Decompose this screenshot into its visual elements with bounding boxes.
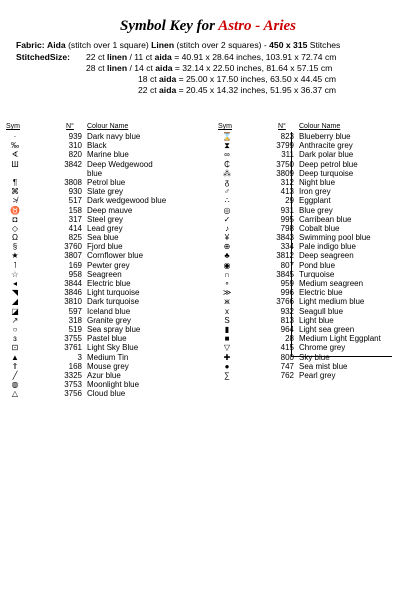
symbol-glyph: ≯	[12, 196, 18, 206]
dmc-number: 3808	[64, 177, 82, 187]
symbol-glyph: x	[225, 306, 229, 316]
dmc-number: 964	[280, 324, 294, 334]
colour-name: Sea spray blue	[87, 324, 141, 334]
symbol-glyph: ∴	[224, 196, 230, 206]
dmc-number: 3810	[64, 297, 82, 307]
header-sym: Sym	[218, 123, 232, 130]
size-b2: aida	[155, 63, 173, 73]
dmc-number: 517	[68, 196, 82, 206]
dmc-number: 3799	[276, 141, 294, 151]
dmc-number: 318	[68, 315, 82, 325]
dmc-number: 3843	[276, 233, 294, 243]
symbol-glyph: ₵	[224, 159, 230, 169]
legend-row	[4, 141, 194, 150]
size-mid: / 11 ct	[127, 52, 155, 62]
legend-row	[4, 297, 194, 306]
dmc-number: 415	[280, 343, 294, 353]
legend-row	[206, 343, 396, 352]
fabric-aida-note: (stitch over 1 square)	[68, 40, 149, 50]
legend-row	[4, 343, 194, 352]
symbol-glyph: ◂	[12, 279, 17, 289]
colour-name: Cloud blue	[87, 389, 126, 399]
colour-name: Pastel blue	[87, 334, 127, 344]
colour-name: Sea mist blue	[299, 361, 348, 371]
legend-row	[4, 178, 194, 187]
colour-name: Dark polar blue	[299, 150, 354, 160]
dmc-number: 3845	[276, 269, 294, 279]
fabric-linen-note: (stitch over 2 squares) -	[176, 40, 267, 50]
colour-name: Deep turquoise	[299, 168, 354, 178]
dmc-number: 519	[68, 324, 82, 334]
symbol-glyph: ⊡	[11, 343, 19, 353]
size-pre: 22 ct	[86, 52, 108, 62]
size-post: = 20.45 x 14.32 inches, 51.95 x 36.37 cm	[176, 85, 337, 95]
legend-row	[4, 233, 194, 242]
dmc-number: 3812	[276, 251, 294, 261]
legend-row	[206, 187, 396, 196]
size-b1: aida	[159, 85, 177, 95]
symbol-glyph: ж	[224, 297, 230, 307]
symbol-glyph: ╱	[12, 370, 18, 380]
colour-name: Iceland blue	[87, 306, 131, 316]
dmc-number: 931	[280, 205, 294, 215]
symbol-glyph: ¶	[12, 177, 18, 187]
dmc-number: 995	[280, 214, 294, 224]
colour-name: Chrome grey	[299, 343, 346, 353]
colour-name: Pond blue	[299, 260, 336, 270]
legend-header	[206, 123, 396, 132]
dmc-number: 807	[280, 260, 294, 270]
size-b1: linen	[107, 52, 128, 62]
dmc-number: 3761	[64, 343, 82, 353]
legend-row	[206, 307, 396, 316]
dmc-number: 762	[280, 370, 294, 380]
colour-name: Light sea green	[299, 324, 355, 334]
legend-row	[206, 316, 396, 325]
symbol-glyph: ◪	[11, 306, 19, 316]
symbol-glyph: ●	[224, 361, 230, 371]
symbol-glyph: Ω	[12, 233, 18, 243]
dmc-number: 996	[280, 288, 294, 298]
colour-name: Swimming pool blue	[299, 233, 371, 243]
symbol-glyph: ◎	[223, 205, 231, 215]
symbol-glyph: ★	[11, 251, 19, 261]
colour-name: Deep mauve	[87, 205, 133, 215]
colour-name: Night blue	[299, 177, 336, 187]
legend-row	[206, 288, 396, 297]
symbol-glyph: ↗	[11, 315, 19, 325]
header-colour-name: Colour Name	[87, 123, 129, 130]
size-b2: aida	[154, 52, 172, 62]
symbol-glyph: ∘	[224, 279, 230, 288]
symbol-glyph: ▲	[11, 352, 19, 362]
legend-row	[206, 150, 396, 159]
legend-row	[206, 242, 396, 251]
dmc-number: 798	[280, 223, 294, 233]
dmc-number: 3766	[276, 297, 294, 307]
dmc-number: 413	[280, 187, 294, 197]
symbol-glyph: ▮	[224, 324, 230, 334]
column-end-rule	[291, 356, 392, 357]
symbol-glyph: ⌘	[11, 187, 19, 197]
colour-name: Marine blue	[87, 150, 129, 160]
dmc-number: 820	[68, 150, 82, 160]
legend-row	[206, 132, 396, 141]
symbol-glyph: ≫	[222, 288, 232, 298]
size-pre: 28 ct	[86, 63, 108, 73]
colour-name: Granite grey	[87, 315, 132, 325]
legend-row	[4, 279, 194, 288]
colour-name: Fjord blue	[87, 242, 123, 252]
legend-row	[206, 206, 396, 215]
dmc-number: 3755	[64, 334, 82, 344]
legend-row	[206, 233, 396, 242]
legend-row	[4, 251, 194, 260]
dmc-number: 3	[77, 352, 82, 362]
dmc-number: 3809	[276, 168, 294, 178]
symbol-glyph: ◍	[11, 380, 19, 390]
symbol-glyph: ♉	[10, 205, 20, 215]
colour-name: Seagull blue	[299, 306, 344, 316]
stitches-label: Stitches	[309, 40, 341, 50]
colour-name: Medium seagreen	[299, 279, 364, 288]
colour-name: Black	[87, 141, 107, 151]
symbol-glyph: ♂	[224, 187, 230, 197]
stitched-size-line	[86, 52, 336, 62]
legend-row	[206, 178, 396, 187]
dmc-number: 3750	[276, 159, 294, 169]
stitch-count: 450 x 315	[269, 40, 308, 50]
legend-row	[4, 132, 194, 141]
title-prefix: Symbol Key for	[120, 18, 219, 34]
dmc-number: 3807	[64, 251, 82, 261]
colour-name: Sea blue	[87, 233, 119, 243]
colour-name: Light turquoise	[87, 288, 140, 298]
header-number: N°	[66, 123, 74, 130]
legend-row	[206, 160, 396, 169]
legend-row	[4, 187, 194, 196]
legend-row	[206, 297, 396, 306]
header-colour-name: Colour Name	[299, 123, 341, 130]
size-post: = 25.00 x 17.50 inches, 63.50 x 44.45 cm	[176, 74, 337, 84]
dmc-number: 3756	[64, 389, 82, 399]
colour-name: Dark turquoise	[87, 297, 140, 307]
legend-row	[4, 160, 194, 178]
size-post: = 32.14 x 22.50 inches, 81.64 x 57.15 cm	[172, 63, 333, 73]
dmc-number: 597	[68, 306, 82, 316]
colour-name: Medium Light Eggplant	[299, 334, 381, 344]
symbol-glyph: Ш	[11, 159, 19, 169]
dmc-number: 28	[285, 334, 294, 344]
colour-name: Blueberry blue	[299, 132, 351, 141]
fabric-aida: Aida	[47, 40, 66, 50]
symbol-glyph: ○	[12, 324, 18, 334]
symbol-glyph: ˥	[13, 260, 17, 270]
size-post: = 40.91 x 28.64 inches, 103.91 x 72.74 cm	[171, 52, 337, 62]
dmc-number: 959	[280, 279, 294, 288]
legend-row	[4, 196, 194, 205]
dmc-number: 3844	[64, 279, 82, 289]
legend-row	[206, 371, 396, 380]
colour-name: Pearl grey	[299, 370, 336, 380]
colour-name: Steel grey	[87, 214, 124, 224]
dmc-number: 29	[285, 196, 294, 206]
legend-row	[4, 353, 194, 362]
symbol-glyph: ◉	[223, 260, 231, 270]
legend-row	[4, 270, 194, 279]
legend-row	[4, 389, 194, 398]
size-b1: aida	[159, 74, 177, 84]
dmc-number: 932	[280, 306, 294, 316]
legend-row	[4, 150, 194, 159]
symbol-glyph: ✓	[223, 214, 231, 224]
dmc-number: 939	[68, 132, 82, 141]
dmc-number: 3325	[64, 370, 82, 380]
colour-name: Mouse grey	[87, 361, 129, 371]
legend-row	[206, 279, 396, 288]
legend-row	[4, 307, 194, 316]
stitched-size-line	[86, 63, 332, 73]
page-title	[0, 18, 416, 35]
legend-row	[206, 224, 396, 233]
symbol-glyph: ¥	[224, 233, 230, 243]
symbol-glyph: ⊕	[223, 242, 231, 252]
colour-name: Anthracite grey	[299, 141, 353, 151]
dmc-number: 158	[68, 205, 82, 215]
colour-name: Deep seagreen	[299, 251, 354, 261]
colour-name: Moonlight blue	[87, 380, 140, 390]
colour-name: Light Sky Blue	[87, 343, 139, 353]
legend-row	[206, 261, 396, 270]
symbol-glyph: ☆	[11, 269, 19, 279]
symbol-glyph: ∩	[224, 269, 230, 279]
dmc-number: 825	[68, 233, 82, 243]
header-number: N°	[278, 123, 286, 130]
colour-name: Eggplant	[299, 196, 331, 206]
colour-name: Dark wedgewood blue	[87, 196, 167, 206]
legend-header	[4, 123, 194, 132]
symbol-glyph: ‰	[11, 141, 19, 151]
symbol-glyph: ᵹ	[224, 177, 230, 187]
colour-name: Electric blue	[87, 279, 131, 289]
size-pre: 22 ct	[138, 85, 160, 95]
legend-row	[206, 325, 396, 334]
colour-name: Sky blue	[299, 352, 330, 362]
dmc-number: 169	[68, 260, 82, 270]
fabric-label: Fabric:	[16, 40, 45, 50]
legend-row	[4, 371, 194, 380]
dmc-number: 930	[68, 187, 82, 197]
colour-name: Blue grey	[299, 205, 333, 215]
legend-row	[4, 224, 194, 233]
symbol-glyph: ♣	[224, 251, 230, 261]
dmc-number: 311	[281, 150, 294, 160]
symbol-glyph: ◇	[11, 223, 19, 233]
fabric-line	[16, 40, 340, 50]
symbol-glyph: ⇑	[11, 361, 19, 371]
size-b1: linen	[107, 63, 128, 73]
legend-row	[4, 316, 194, 325]
symbol-glyph: ⌛	[222, 132, 232, 141]
colour-name: Light blue	[299, 315, 334, 325]
colour-name: Light medium blue	[299, 297, 365, 307]
legend-row	[4, 261, 194, 270]
legend-row	[206, 141, 396, 150]
stitched-size-line	[138, 85, 336, 95]
legend-row	[206, 196, 396, 205]
symbol-glyph: ◢	[11, 297, 19, 307]
symbol-glyph: ⁂	[223, 168, 231, 178]
symbol-glyph: ∢	[11, 150, 19, 160]
symbol-glyph: Ѕ	[224, 315, 230, 325]
legend-row	[206, 169, 396, 178]
legend-row	[4, 325, 194, 334]
legend-row	[4, 362, 194, 371]
dmc-number: 813	[280, 315, 294, 325]
legend-column-left	[4, 123, 194, 398]
dmc-number: 800	[280, 352, 294, 362]
legend-row	[4, 206, 194, 215]
legend-row	[206, 362, 396, 371]
legend-row	[206, 353, 396, 362]
dmc-number: 310	[68, 141, 82, 151]
dmc-number: 312	[280, 177, 294, 187]
symbol-glyph: §	[12, 242, 18, 252]
colour-name: Deep Wedgewood blue	[87, 159, 153, 178]
legend-column-right	[206, 123, 396, 380]
fabric-linen: Linen	[151, 40, 175, 50]
dmc-number: 168	[68, 361, 82, 371]
dmc-number: 747	[280, 361, 294, 371]
colour-name: Electric blue	[299, 288, 343, 298]
colour-name: Iron grey	[299, 187, 331, 197]
colour-name: Medium Tin	[87, 352, 129, 362]
legend-row	[4, 380, 194, 389]
colour-name: Azur blue	[87, 370, 121, 380]
size-mid: / 14 ct	[127, 63, 156, 73]
colour-name: Pewter grey	[87, 260, 130, 270]
colour-name: Cobalt blue	[299, 223, 340, 233]
colour-name: Petrol blue	[87, 177, 126, 187]
column-divider	[291, 132, 292, 356]
symbol-glyph: ✚	[223, 352, 231, 362]
symbol-glyph: △	[11, 389, 19, 399]
dmc-number: 958	[68, 269, 82, 279]
legend-row	[4, 242, 194, 251]
legend-row	[206, 251, 396, 260]
colour-name: Slate grey	[87, 187, 124, 197]
stitched-size-label: StitchedSize:	[16, 52, 70, 62]
symbol-glyph: ·	[13, 132, 17, 141]
colour-name: Lead grey	[87, 223, 123, 233]
dmc-number: 3846	[64, 288, 82, 298]
dmc-number: 823	[280, 132, 294, 141]
dmc-number: 414	[68, 223, 82, 233]
legend-row	[206, 215, 396, 224]
legend-row	[206, 270, 396, 279]
dmc-number: 334	[280, 242, 294, 252]
dmc-number: 3753	[64, 380, 82, 390]
colour-name: Turquoise	[299, 269, 335, 279]
dmc-number: 3760	[64, 242, 82, 252]
colour-name: Cornflower blue	[87, 251, 144, 261]
symbol-glyph: ɜ	[13, 334, 17, 344]
size-pre: 18 ct	[138, 74, 160, 84]
symbol-glyph: ▽	[223, 343, 231, 353]
colour-name: Dark navy blue	[87, 132, 141, 141]
colour-name: Seagreen	[87, 269, 122, 279]
symbol-glyph: ◘	[12, 214, 18, 224]
legend-row	[4, 334, 194, 343]
dmc-number: 317	[68, 214, 82, 224]
legend-row	[4, 288, 194, 297]
title-pattern-name: Astro - Aries	[218, 18, 296, 34]
colour-name: Carribean blue	[299, 214, 352, 224]
stitched-size-line	[138, 74, 336, 84]
symbol-glyph: ■	[224, 334, 230, 344]
symbol-glyph: ⧗	[224, 141, 230, 151]
legend-row	[4, 215, 194, 224]
symbol-glyph: ∑	[224, 370, 230, 380]
legend-row	[206, 334, 396, 343]
header-sym: Sym	[6, 123, 20, 130]
colour-name: Pale indigo blue	[299, 242, 356, 252]
symbol-glyph: ♪	[225, 223, 229, 233]
colour-name: Deep petrol blue	[299, 159, 358, 169]
dmc-number: 3842	[64, 159, 82, 169]
symbol-glyph: ◥	[11, 288, 19, 298]
symbol-glyph: ∞	[224, 150, 230, 160]
